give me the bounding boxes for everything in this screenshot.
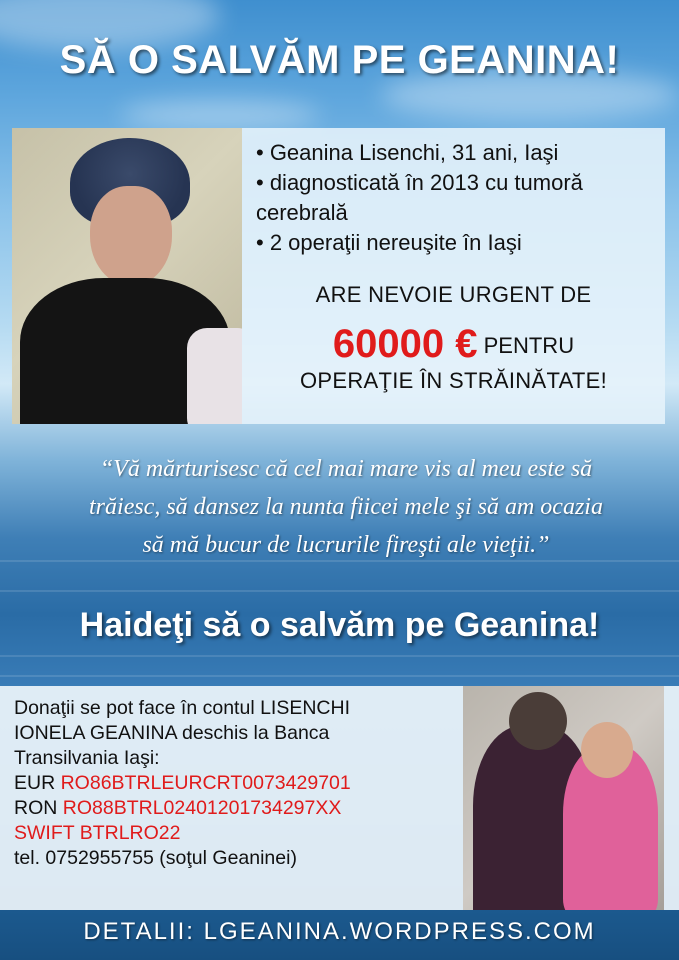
eur-iban: RO86BTRLEURCRT0073429701 bbox=[60, 772, 351, 794]
fact-item: • 2 operaţii nereuşite în Iaşi bbox=[256, 230, 522, 255]
quote-line: “Vă mărturisesc că cel mai mare vis al meu este să bbox=[99, 456, 593, 482]
operation-text: OPERAŢIE ÎN STRĂINĂTATE! bbox=[299, 368, 608, 393]
sea-wave bbox=[0, 590, 679, 592]
face bbox=[90, 186, 172, 286]
urgent-text: ARE NEVOIE URGENT DE bbox=[315, 282, 592, 307]
quote bbox=[26, 450, 666, 564]
facts-list bbox=[256, 138, 661, 258]
child-head bbox=[581, 722, 633, 778]
eur-account bbox=[14, 771, 459, 796]
fact-item: • Geanina Lisenchi, 31 ani, Iaşi bbox=[256, 140, 559, 165]
donation-intro-line: IONELA GEANINA deschis la Banca bbox=[14, 722, 330, 744]
fact-item: cerebrală bbox=[256, 200, 348, 225]
donation-intro-line: Donaţii se pot face în contul LISENCHI bbox=[14, 697, 351, 719]
sea-wave bbox=[0, 675, 679, 677]
family-photo bbox=[463, 686, 664, 910]
phone-number: tel. 0752955755 (soţul Geaninei) bbox=[14, 847, 297, 869]
ron-iban: RO88BTRL02401201734297XX bbox=[62, 797, 342, 819]
slogan: Haideţi să o salvăm pe Geanina! bbox=[79, 606, 600, 644]
footer-link[interactable]: DETALII: LGEANINA.WORDPRESS.COM bbox=[83, 918, 596, 945]
swift-code: SWIFT BTRLRO22 bbox=[14, 822, 181, 844]
sky-cloud bbox=[120, 100, 320, 130]
donation-info bbox=[14, 696, 459, 871]
amount-value: 60000 € bbox=[332, 322, 478, 366]
adult-head bbox=[509, 692, 567, 750]
quote-line: trăiesc, să dansez la nunta fiicei mele şi să am ocazia bbox=[89, 494, 603, 520]
eur-label: EUR bbox=[14, 772, 61, 794]
fact-item: • diagnosticată în 2013 cu tumoră bbox=[256, 170, 583, 195]
sea-wave bbox=[0, 655, 679, 657]
page-title: SĂ O SALVĂM PE GEANINA! bbox=[59, 38, 620, 82]
pillow bbox=[187, 328, 242, 424]
amount-line bbox=[242, 322, 665, 367]
ron-account bbox=[14, 796, 459, 821]
amount-suffix: PENTRU bbox=[477, 333, 575, 358]
donation-intro-line: Transilvania Iaşi: bbox=[14, 747, 160, 769]
ron-label: RON bbox=[14, 797, 63, 819]
quote-line: să mă bucur de lucrurile fireşti ale vieţii.” bbox=[142, 532, 550, 558]
portrait-photo bbox=[12, 128, 242, 424]
